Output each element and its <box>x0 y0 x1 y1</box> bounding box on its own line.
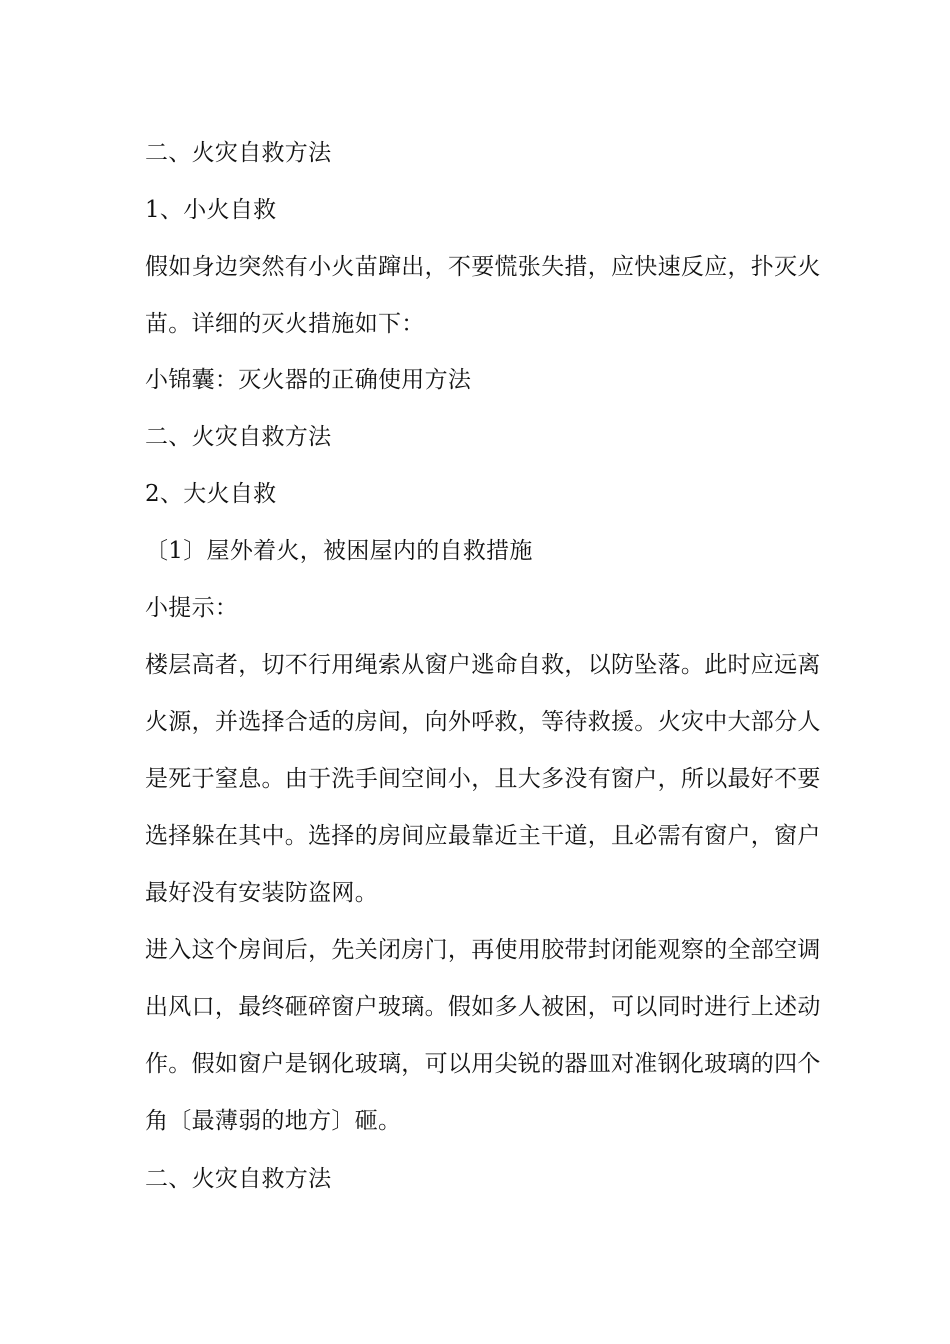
tip-label: 小提示： <box>145 595 239 621</box>
subsection-heading: 1、小火自救 <box>145 197 277 223</box>
paragraph-line: 角〔最薄弱的地方〕砸。 <box>145 1108 402 1134</box>
section-heading: 二、火灾自救方法 <box>145 424 332 450</box>
paragraph-line: 是死于窒息。由于洗手间空间小，且大多没有窗户，所以最好不要 <box>145 766 821 792</box>
paragraph-line: 最好没有安装防盗网。 <box>145 880 378 906</box>
paragraph-line: 火源，并选择合适的房间，向外呼救，等待救援。火灾中大部分人 <box>145 709 821 735</box>
subsection-heading: 2、大火自救 <box>145 481 277 507</box>
paragraph-line: 假如身边突然有小火苗蹿出，不要慌张失措，应快速反应，扑灭火 <box>145 254 821 280</box>
paragraph-line: 作。假如窗户是钢化玻璃，可以用尖锐的器皿对准钢化玻璃的四个 <box>145 1051 821 1077</box>
item-heading: 〔1〕屋外着火，被困屋内的自救措施 <box>145 538 533 564</box>
paragraph-line: 楼层高者，切不行用绳索从窗户逃命自救，以防坠落。此时应远离 <box>145 652 821 678</box>
paragraph-line: 进入这个房间后，先关闭房门，再使用胶带封闭能观察的全部空调 <box>145 937 821 963</box>
paragraph-line: 选择躲在其中。选择的房间应最靠近主干道，且必需有窗户，窗户 <box>145 823 821 849</box>
paragraph-line: 出风口，最终砸碎窗户玻璃。假如多人被困，可以同时进行上述动 <box>145 994 821 1020</box>
tip-heading: 小锦囊：灭火器的正确使用方法 <box>145 367 472 393</box>
paragraph-line: 苗。详细的灭火措施如下： <box>145 311 425 337</box>
section-heading: 二、火灾自救方法 <box>145 1166 332 1192</box>
section-heading: 二、火灾自救方法 <box>145 140 332 166</box>
